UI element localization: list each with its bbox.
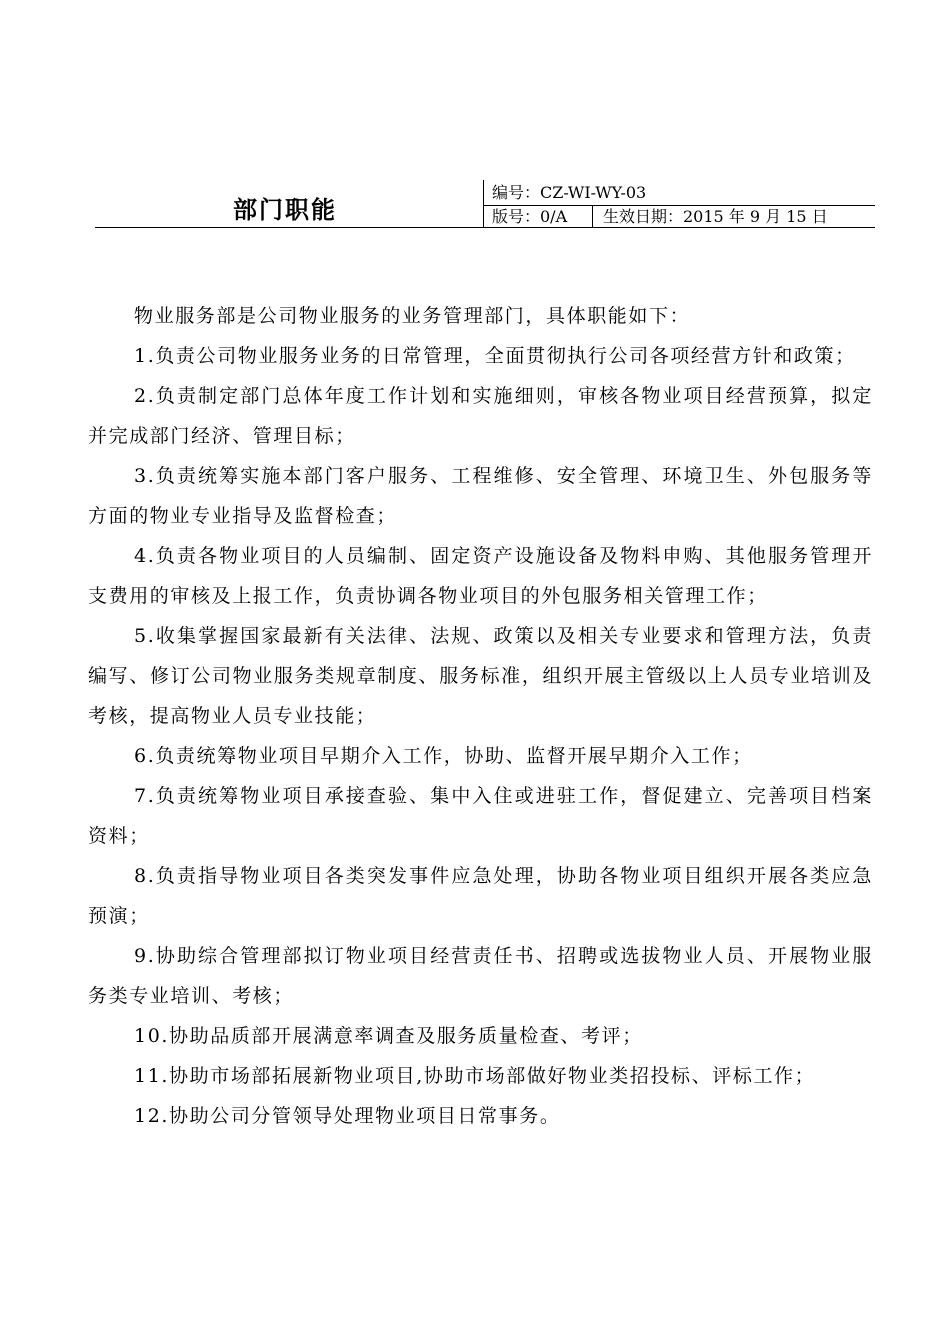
list-item: 9.协助综合管理部拟订物业项目经营责任书、招聘或选拔物业人员、开展物业服务类专业培训、考核； — [88, 945, 873, 1007]
document-title: 部门职能 — [233, 196, 337, 224]
document-version: 版号：0/A — [492, 207, 568, 226]
list-item: 1.负责公司物业服务业务的日常管理，全面贯彻执行公司各项经营方针和政策； — [134, 345, 856, 367]
header-divider-vertical — [483, 180, 484, 228]
list-item: 3.负责统筹实施本部门客户服务、工程维修、安全管理、环境卫生、外包服务等方面的物业专业指导及监督检查； — [88, 465, 873, 527]
effective-date: 生效日期：2015 年 9 月 15 日 — [603, 207, 828, 226]
list-item: 12.协助公司分管领导处理物业项目日常事务。 — [134, 1105, 561, 1127]
list-item: 10.协助品质部开展满意率调查及服务质量检查、考评； — [134, 1025, 643, 1047]
intro-paragraph: 物业服务部是公司物业服务的业务管理部门，具体职能如下： — [134, 305, 691, 327]
list-item: 8.负责指导物业项目各类突发事件应急处理，协助各物业项目组织开展各类应急预演； — [88, 865, 873, 927]
list-item: 4.负责各物业项目的人员编制、固定资产设施设备及物料申购、其他服务管理开支费用的审核及上报工作，负责协调各物业项目的外包服务相关管理工作； — [88, 545, 873, 607]
list-item: 2.负责制定部门总体年度工作计划和实施细则，审核各物业项目经营预算，拟定并完成部门经济、管理目标； — [88, 385, 873, 447]
document-code: 编号：CZ-WI-WY-03 — [492, 183, 647, 202]
header-divider-bottom — [95, 227, 875, 228]
header-divider-vertical-inner — [592, 206, 593, 228]
list-item: 7.负责统筹物业项目承接查验、集中入住或进驻工作，督促建立、完善项目档案资料； — [88, 785, 873, 847]
list-item: 6.负责统筹物业项目早期介入工作，协助、监督开展早期介入工作； — [134, 745, 753, 767]
list-item: 11.协助市场部拓展新物业项目,协助市场部做好物业类招投标、评标工作； — [134, 1065, 816, 1087]
document-header — [95, 180, 875, 230]
document-body — [88, 296, 873, 1136]
header-divider-middle — [483, 205, 875, 206]
list-item: 5.收集掌握国家最新有关法律、法规、政策以及相关专业要求和管理方法，负责编写、修订公司物业服务类规章制度、服务标准，组织开展主管级以上人员专业培训及考核，提高物业人员专业技能； — [88, 625, 873, 727]
